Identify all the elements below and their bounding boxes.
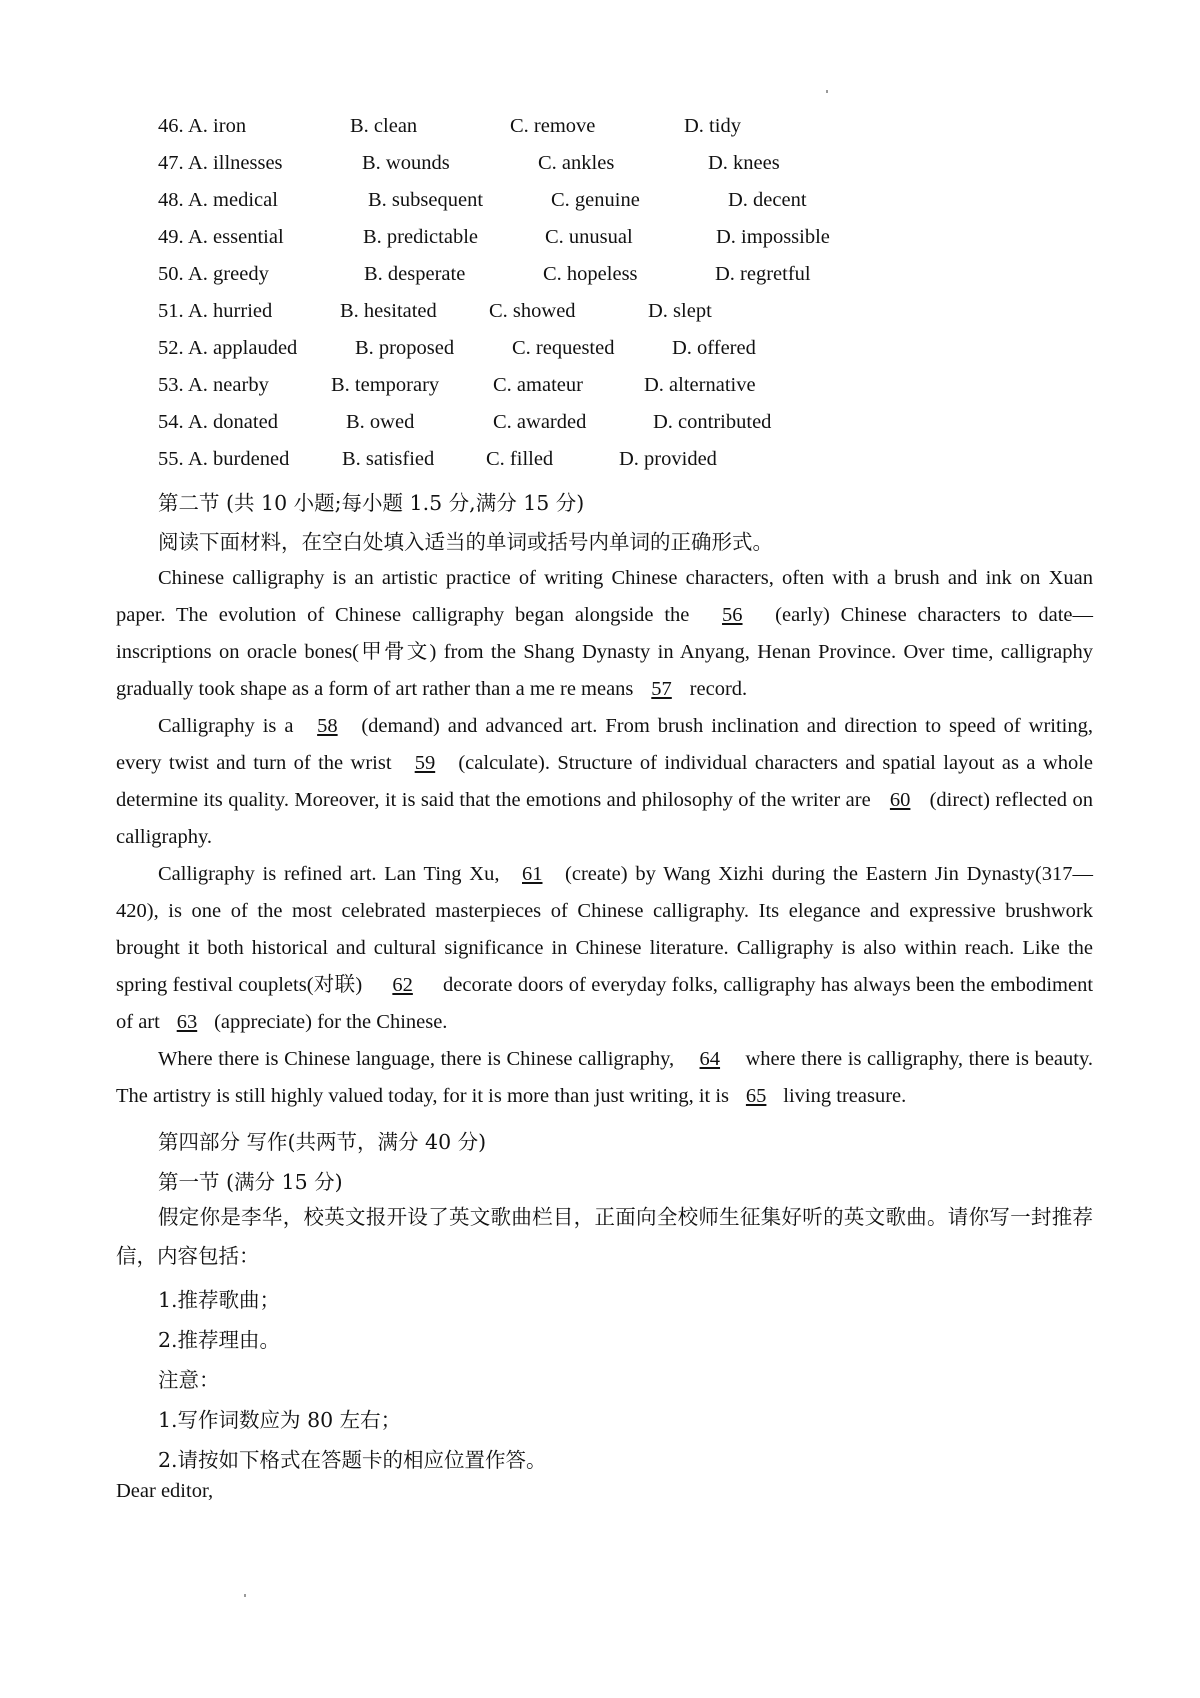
note-1: 1.写作词数应为 80 左右； bbox=[158, 1408, 402, 1432]
option-a: A. greedy bbox=[188, 263, 269, 285]
option-a: A. illnesses bbox=[188, 152, 283, 174]
option-a: A. nearby bbox=[188, 374, 269, 396]
option-b: B. proposed bbox=[355, 337, 455, 359]
option-b: B. desperate bbox=[364, 263, 466, 285]
passage-text: (direct) reflected on calligraphy. bbox=[116, 789, 1094, 848]
option-c: C. unusual bbox=[545, 226, 633, 248]
option-b: B. wounds bbox=[362, 152, 450, 174]
blank-64[interactable]: 64 bbox=[699, 1048, 721, 1070]
blank-60[interactable]: 60 bbox=[889, 789, 911, 811]
blank-65[interactable]: 65 bbox=[745, 1085, 767, 1107]
blank-56[interactable]: 56 bbox=[722, 604, 743, 626]
option-b: B. predictable bbox=[363, 226, 478, 248]
passage-paragraph-3 bbox=[116, 856, 1093, 1041]
question-number: 48. bbox=[158, 189, 184, 211]
option-c: C. genuine bbox=[551, 189, 640, 211]
scan-speck bbox=[244, 1594, 246, 1597]
option-b: B. hesitated bbox=[340, 300, 437, 322]
option-d: D. alternative bbox=[644, 374, 756, 396]
option-c: C. awarded bbox=[493, 411, 587, 433]
option-c: C. showed bbox=[489, 300, 576, 322]
option-d: D. contributed bbox=[653, 411, 772, 433]
passage-text: (calculate). Structure of individual characters and spatial layout as a whole determine its quality. Moreover, it is said that the emotions and philosophy of the writer are bbox=[116, 752, 1093, 811]
passage-text: Calligraphy is refined art. Lan Ting Xu, bbox=[158, 863, 500, 885]
option-a: A. applauded bbox=[188, 337, 298, 359]
option-d: D. slept bbox=[648, 300, 712, 322]
section2-instruction: 阅读下面材料，在空白处填入适当的单词或括号内单词的正确形式。 bbox=[158, 530, 773, 554]
option-b: B. temporary bbox=[331, 374, 440, 396]
question-number: 53. bbox=[158, 374, 184, 396]
option-d: D. decent bbox=[728, 189, 807, 211]
part4-section1: 第一节 (满分 15 分) bbox=[158, 1170, 343, 1194]
passage-text: Where there is Chinese language, there is Chinese calligraphy, bbox=[158, 1048, 675, 1070]
passage-text: where there is calligraphy, there is beauty. The artistry is still highly valued today, for it is more than just writing, it is bbox=[116, 1048, 1094, 1107]
passage-text: (appreciate) for the Chinese. bbox=[214, 1011, 448, 1033]
passage-paragraph-2 bbox=[116, 708, 1093, 856]
option-c: C. remove bbox=[510, 115, 596, 137]
blank-58[interactable]: 58 bbox=[317, 715, 338, 737]
option-c: C. hopeless bbox=[543, 263, 638, 285]
option-d: D. tidy bbox=[684, 115, 741, 137]
question-number: 54. bbox=[158, 411, 184, 433]
blank-57[interactable]: 57 bbox=[651, 678, 672, 700]
option-a: A. essential bbox=[188, 226, 284, 248]
passage-text: (early) Chinese characters to date—inscriptions on oracle bones(甲骨文) from the Shang Dynasty in Anyang, Henan Province. Over time, calligraphy gradually took shape as a form of art rather than a me re means bbox=[116, 604, 1094, 700]
section2-heading: 第二节 (共 10 小题;每小题 1.5 分,满分 15 分) bbox=[158, 491, 585, 515]
option-b: B. owed bbox=[346, 411, 415, 433]
passage-text: Chinese calligraphy is an artistic practice of writing Chinese characters, often with a brush and ink on Xuan paper. The evolution of Chinese calligraphy began alongside the bbox=[116, 567, 1093, 626]
option-a: A. hurried bbox=[188, 300, 273, 322]
part4-heading: 第四部分 写作(共两节，满分 40 分) bbox=[158, 1130, 487, 1154]
blank-59[interactable]: 59 bbox=[414, 752, 436, 774]
question-number: 51. bbox=[158, 300, 184, 322]
scan-speck bbox=[826, 90, 828, 93]
option-c: C. requested bbox=[512, 337, 615, 359]
option-d: D. provided bbox=[619, 448, 717, 470]
question-number: 47. bbox=[158, 152, 184, 174]
option-b: B. clean bbox=[350, 115, 418, 137]
note-2: 2.请按如下格式在答题卡的相应位置作答。 bbox=[158, 1448, 547, 1472]
option-a: A. donated bbox=[188, 411, 278, 433]
passage-text: (create) by Wang Xizhi during the Eastern Jin Dynasty(317—420), is one of the most celebrated masterpieces of Chinese calligraphy. Its elegance and expressive brushwork brought it both historical and cultural significance in Chinese literature. Calligraphy is also within reach. Like the spring festival couplets(对联) bbox=[116, 863, 1094, 996]
question-number: 52. bbox=[158, 337, 184, 359]
option-b: B. subsequent bbox=[368, 189, 484, 211]
blank-61[interactable]: 61 bbox=[522, 863, 543, 885]
option-d: D. regretful bbox=[715, 263, 811, 285]
option-d: D. offered bbox=[672, 337, 756, 359]
passage-paragraph-4 bbox=[116, 1041, 1093, 1115]
passage-text: (demand) and advanced art. From brush inclination and direction to speed of writing, every twist and turn of the wrist bbox=[116, 715, 1093, 774]
passage-text: record. bbox=[689, 678, 748, 700]
option-d: D. impossible bbox=[716, 226, 830, 248]
passage-paragraph-1 bbox=[116, 560, 1093, 708]
option-a: A. medical bbox=[188, 189, 278, 211]
option-a: A. iron bbox=[188, 115, 247, 137]
notes-label: 注意： bbox=[158, 1368, 220, 1392]
option-b: B. satisfied bbox=[342, 448, 435, 470]
blank-63[interactable]: 63 bbox=[176, 1011, 198, 1033]
blank-62[interactable]: 62 bbox=[392, 974, 413, 996]
writing-prompt: 假定你是李华，校英文报开设了英文歌曲栏目，正面向全校师生征集好听的英文歌曲。请你写一封推荐信，内容包括： bbox=[116, 1205, 1093, 1268]
option-c: C. ankles bbox=[538, 152, 615, 174]
option-c: C. filled bbox=[486, 448, 554, 470]
passage-text: Calligraphy is a bbox=[158, 715, 294, 737]
option-a: A. burdened bbox=[188, 448, 290, 470]
writing-point-2: 2.推荐理由。 bbox=[158, 1328, 281, 1352]
option-c: C. amateur bbox=[493, 374, 583, 396]
passage-text: living treasure. bbox=[783, 1085, 907, 1107]
writing-point-1: 1.推荐歌曲； bbox=[158, 1288, 281, 1312]
question-number: 50. bbox=[158, 263, 184, 285]
option-d: D. knees bbox=[708, 152, 780, 174]
question-number: 49. bbox=[158, 226, 184, 248]
passage-text: decorate doors of everyday folks, calligraphy has always been the embodiment of art bbox=[116, 974, 1094, 1033]
letter-salutation: Dear editor, bbox=[116, 1480, 214, 1502]
question-number: 55. bbox=[158, 448, 184, 470]
question-number: 46. bbox=[158, 115, 184, 137]
